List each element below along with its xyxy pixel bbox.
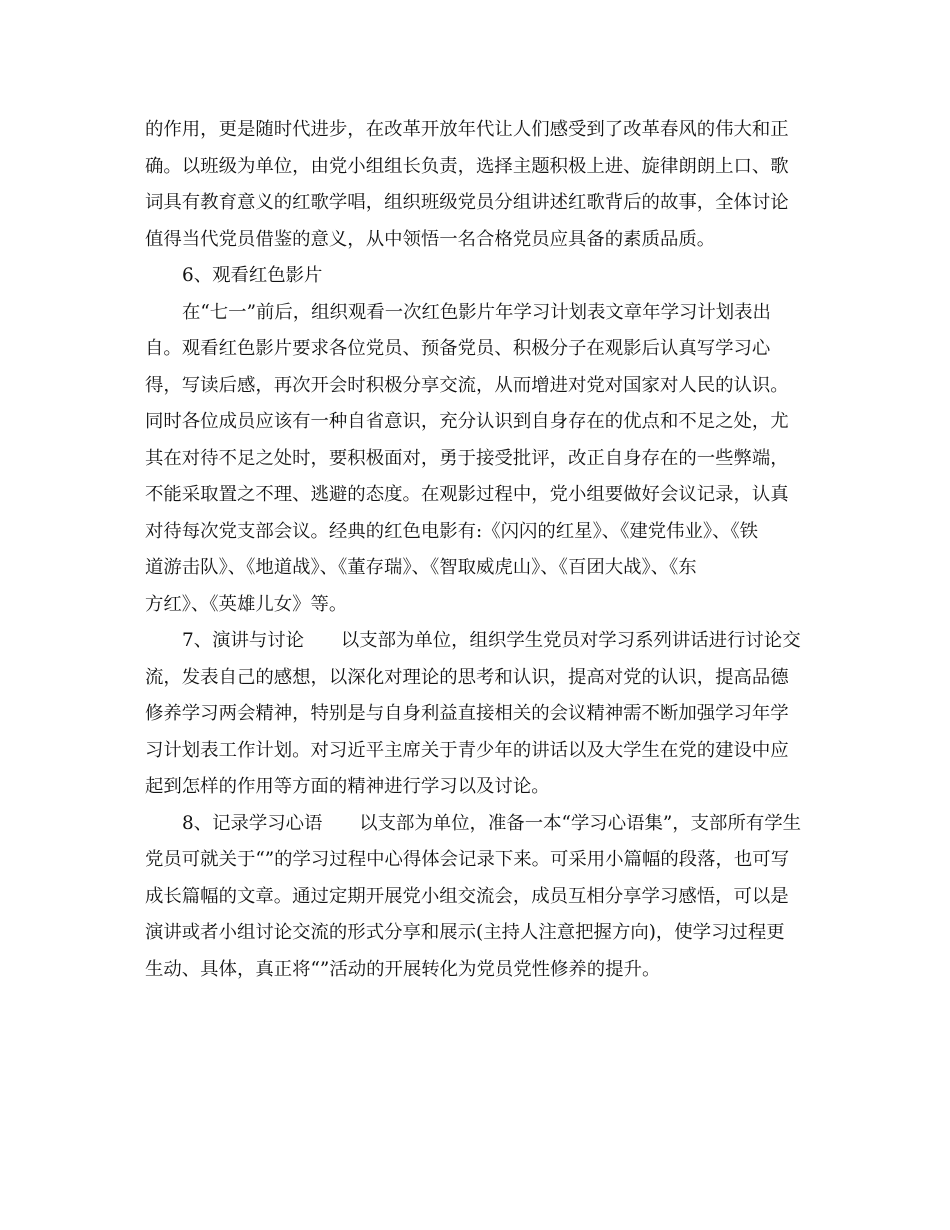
text-line: 自。观看红色影片要求各位党员、预备党员、积极分子在观影后认真写学习心 — [145, 338, 771, 359]
text-line: 不能采取置之不理、逃避的态度。在观影过程中，党小组要做好会议记录，认真 — [145, 484, 789, 505]
text-line: 对待每次党支部会议。经典的红色电影有:《闪闪的红星》、《建党伟业》、《铁 — [145, 520, 759, 542]
text-line: 党员可就关于“”的学习过程中心得体会记录下来。可采用小篇幅的段落，也可写 — [145, 849, 790, 870]
text-line: 得，写读后感，再次开会时积极分享交流，从而增进对党对国家对人民的认识。 — [145, 374, 789, 396]
text-line: 成长篇幅的文章。通过定期开展党小组交流会，成员互相分享学习感悟，可以是 — [145, 885, 789, 907]
text-line: 在“七一”前后，组织观看一次红色影片年学习计划表文章年学习计划表出 — [182, 301, 771, 323]
text-line: 生动、具体，真正将“”活动的开展转化为党员党性修养的提升。 — [145, 958, 661, 980]
text-line: 方红》、《英雄儿女》等。 — [145, 593, 348, 615]
text-line: 确。以班级为单位，由党小组组长负责，选择主题积极上进、旋律朗朗上口、歌 — [145, 155, 789, 177]
text-line: 修养学习两会精神，特别是与自身利益直接相关的会议精神需不断加强学习年学 — [145, 703, 789, 724]
text-line: 同时各位成员应该有一种自省意识，充分认识到自身存在的优点和不足之处，尤 — [145, 411, 789, 432]
text-line: 习计划表工作计划。对习近平主席关于青少年的讲话以及大学生在党的建设中应 — [145, 739, 789, 761]
text-line: 起到怎样的作用等方面的精神进行学习以及讨论。 — [145, 776, 550, 797]
text-line: 6、观看红色影片 — [182, 265, 323, 286]
text-line: 道游击队》、《地道战》、《董存瑞》、《智取威虎山》、《百团大战》、《东 — [145, 557, 697, 578]
text-line: 其在对待不足之处时，要积极面对，勇于接受批评，改正自身存在的一些弊端， — [145, 447, 789, 469]
document-body — [145, 112, 805, 988]
text-line: 词具有教育意义的红歌学唱，组织班级党员分组讲述红歌背后的故事，全体讨论 — [145, 192, 789, 213]
text-line: 流，发表自己的感想，以深化对理论的思考和认识，提高对党的认识，提高品德 — [145, 666, 789, 688]
text-line: 8、记录学习心语 以支部为单位，准备一本“学习心语集”，支部所有学生 — [182, 812, 802, 834]
text-line: 7、演讲与讨论 以支部为单位，组织学生党员对学习系列讲话进行讨论交 — [182, 630, 801, 651]
text-line: 演讲或者小组讨论交流的形式分享和展示(主持人注意把握方向)，使学习过程更 — [145, 922, 785, 943]
text-line: 值得当代党员借鉴的意义，从中领悟一名合格党员应具备的素质品质。 — [145, 228, 716, 250]
text-line: 的作用，更是随时代进步，在改革开放年代让人们感受到了改革春风的伟大和正 — [145, 119, 789, 140]
